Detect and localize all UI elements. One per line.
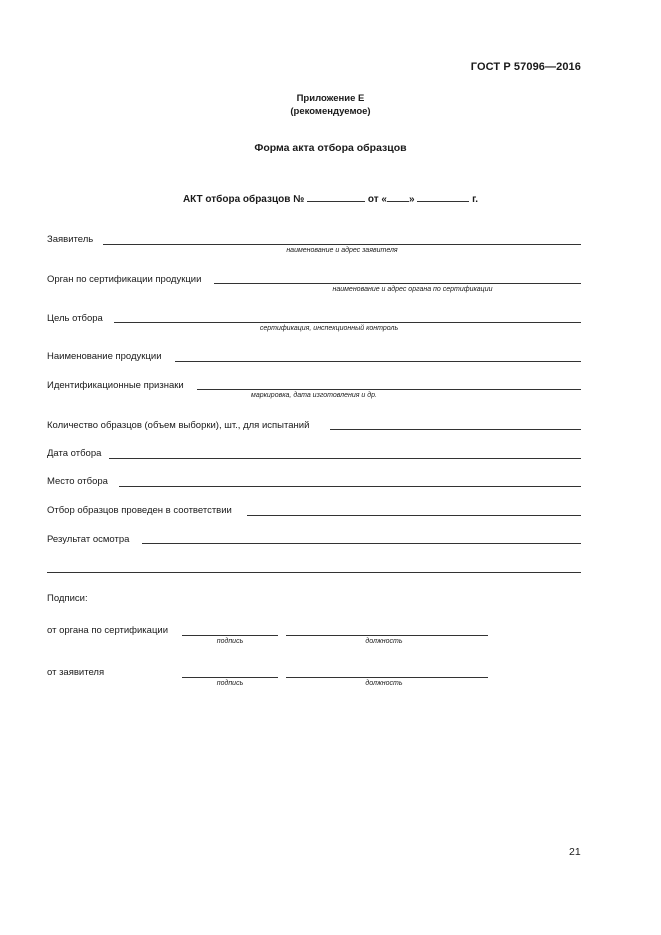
purpose-field[interactable]: [114, 322, 581, 323]
place-label: Место отбора: [47, 476, 108, 487]
act-year-suffix: г.: [472, 194, 479, 205]
compliance-field[interactable]: [247, 515, 581, 516]
cert-body-position-field[interactable]: [286, 635, 488, 636]
act-day-blank[interactable]: [387, 193, 409, 202]
cert-body-label: Орган по сертификации продукции: [47, 274, 202, 285]
annex-status: (рекомендуемое): [290, 106, 371, 117]
cert-body-hint: наименование и адрес органа по сертификации: [332, 286, 493, 293]
applicant-field[interactable]: [103, 244, 581, 245]
date-field[interactable]: [109, 458, 581, 459]
quantity-label: Количество образцов (объем выборки), шт., для испытаний: [47, 420, 310, 431]
purpose-label: Цель отбора: [47, 313, 103, 324]
annex-heading: [0, 92, 661, 118]
applicant-position-hint: должность: [365, 680, 403, 687]
annex-title: Приложение Е: [296, 93, 365, 104]
date-label: Дата отбора: [47, 448, 102, 459]
applicant-position-field[interactable]: [286, 677, 488, 678]
applicant-hint: наименование и адрес заявителя: [286, 247, 398, 254]
act-number-blank[interactable]: [307, 193, 365, 202]
applicant-label: Заявитель: [47, 234, 94, 245]
inspection-field-continued[interactable]: [47, 572, 581, 573]
applicant-signature-field[interactable]: [182, 677, 278, 678]
cert-body-field[interactable]: [214, 283, 581, 284]
quantity-field[interactable]: [330, 429, 581, 430]
applicant-signatory-label: от заявителя: [47, 667, 105, 678]
act-prefix: АКТ отбора образцов №: [182, 194, 305, 205]
act-month-blank[interactable]: [417, 193, 469, 202]
page-number: 21: [569, 846, 581, 858]
identifiers-field[interactable]: [197, 389, 581, 390]
identifiers-label: Идентификационные признаки: [47, 380, 184, 391]
cert-body-signatory-label: от органа по сертификации: [47, 625, 168, 636]
inspection-label: Результат осмотра: [47, 534, 130, 545]
form-title: Форма акта отбора образцов: [254, 142, 407, 154]
applicant-signature-hint: подпись: [216, 680, 244, 687]
compliance-label: Отбор образцов проведен в соответствии: [47, 505, 232, 516]
identifiers-hint: маркировка, дата изготовления и др.: [251, 392, 377, 399]
product-name-label: Наименование продукции: [47, 351, 162, 362]
standard-number: ГОСТ Р 57096—2016: [470, 61, 581, 73]
cert-body-position-hint: должность: [365, 638, 403, 645]
cert-body-signature-hint: подпись: [216, 638, 244, 645]
cert-body-signature-field[interactable]: [182, 635, 278, 636]
place-field[interactable]: [119, 486, 581, 487]
inspection-field[interactable]: [142, 543, 581, 544]
act-quote-close: »: [408, 194, 415, 205]
product-name-field[interactable]: [175, 361, 581, 362]
act-from: от «: [367, 194, 387, 205]
signatures-title: Подписи:: [47, 593, 88, 604]
purpose-hint: сертификация, инспекционный контроль: [259, 325, 399, 332]
act-header: [0, 193, 661, 205]
